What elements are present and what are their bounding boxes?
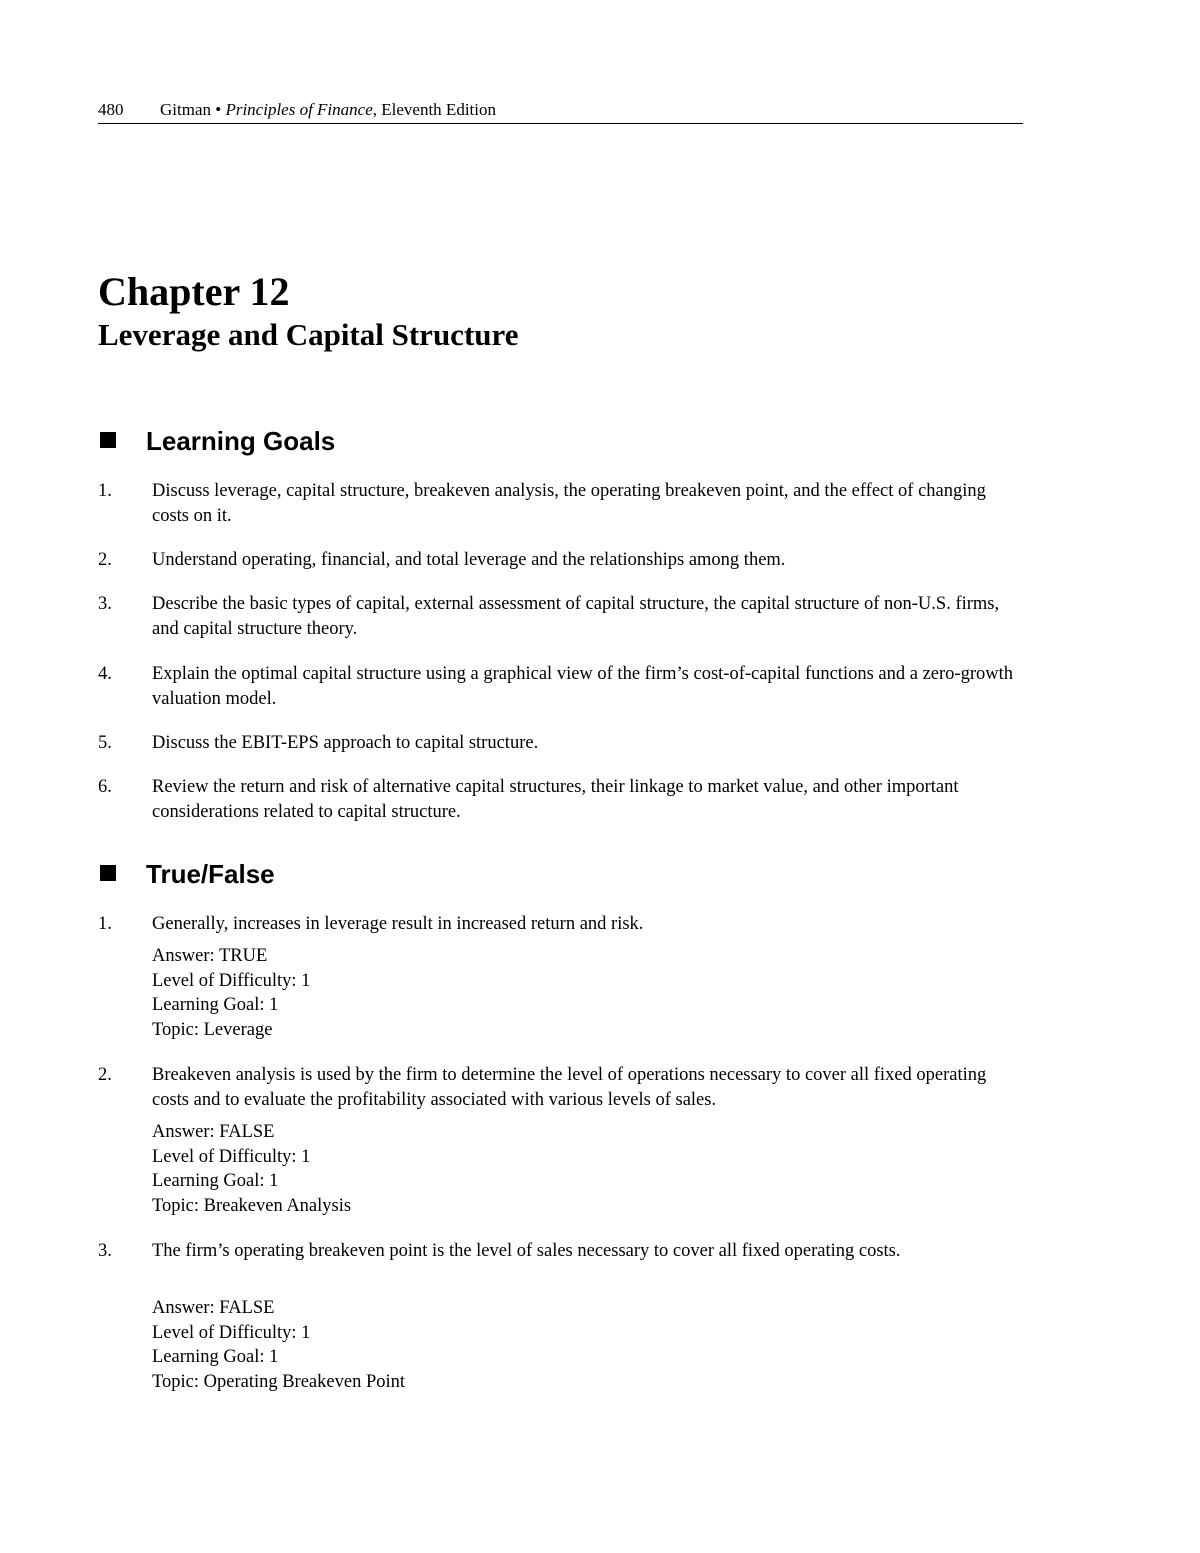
learning-goal-text: Discuss the EBIT-EPS approach to capital structure.	[152, 733, 539, 753]
topic-line: Topic: Leverage	[152, 1019, 273, 1040]
book-edition: Eleventh Edition	[381, 100, 496, 119]
learning-goal-text: Review the return and risk of alternative capital structures, their linkage to market value, and other important considerations related to capital structure.	[152, 777, 959, 822]
answer-block	[152, 944, 310, 1042]
list-number: 5.	[98, 733, 112, 753]
learning-goal-line: Learning Goal: 1	[152, 1171, 279, 1192]
question-number: 1.	[98, 914, 112, 934]
difficulty-line: Level of Difficulty: 1	[152, 1146, 311, 1167]
list-number: 6.	[98, 777, 112, 797]
true-false-heading-text: True/False	[146, 859, 275, 889]
page-number: 480	[98, 100, 124, 119]
list-number: 2.	[98, 550, 112, 570]
learning-goal-line: Learning Goal: 1	[152, 1347, 279, 1368]
difficulty-line: Level of Difficulty: 1	[152, 970, 311, 991]
learning-goals-heading-text: Learning Goals	[146, 426, 336, 456]
difficulty-line: Level of Difficulty: 1	[152, 1322, 311, 1343]
question-text: Breakeven analysis is used by the firm to determine the level of operations necessary to cover all fixed operating costs and to evaluate the profitability associated with various levels of sales.	[152, 1065, 987, 1110]
list-number: 4.	[98, 664, 112, 684]
chapter-title: Leverage and Capital Structure	[98, 317, 519, 352]
question-number: 3.	[98, 1241, 112, 1261]
answer-line: Answer: FALSE	[152, 1298, 275, 1318]
book-reference	[160, 100, 496, 120]
chapter-number: Chapter 12	[98, 269, 290, 314]
square-bullet-icon	[100, 432, 116, 448]
list-number: 3.	[98, 594, 112, 614]
learning-goal-text: Discuss leverage, capital structure, breakeven analysis, the operating breakeven point, and the effect of changing costs on it.	[152, 481, 986, 526]
author-name: Gitman •	[160, 100, 222, 119]
learning-goal-text: Describe the basic types of capital, external assessment of capital structure, the capital structure of non-U.S. firms, and capital structure theory.	[152, 594, 1000, 639]
true-false-heading	[100, 858, 275, 890]
list-number: 1.	[98, 481, 112, 501]
topic-line: Topic: Operating Breakeven Point	[152, 1371, 406, 1392]
square-bullet-icon	[100, 865, 116, 881]
question-number: 2.	[98, 1065, 112, 1085]
learning-goal-line: Learning Goal: 1	[152, 995, 279, 1016]
topic-line: Topic: Breakeven Analysis	[152, 1195, 352, 1216]
learning-goal-text: Understand operating, financial, and total leverage and the relationships among them.	[152, 550, 786, 570]
learning-goal-text: Explain the optimal capital structure using a graphical view of the firm’s cost-of-capital functions and a zero-growth valuation model.	[152, 664, 1013, 709]
answer-line: Answer: TRUE	[152, 946, 268, 966]
question-text: Generally, increases in leverage result in increased return and risk.	[152, 914, 644, 934]
answer-block	[152, 1120, 351, 1218]
learning-goals-heading	[100, 425, 335, 457]
answer-line: Answer: FALSE	[152, 1122, 275, 1142]
answer-block	[152, 1296, 405, 1394]
book-title: Principles of Finance,	[225, 100, 378, 119]
running-header	[98, 99, 1023, 124]
question-text: The firm’s operating breakeven point is the level of sales necessary to cover all fixed operating costs.	[152, 1241, 901, 1261]
